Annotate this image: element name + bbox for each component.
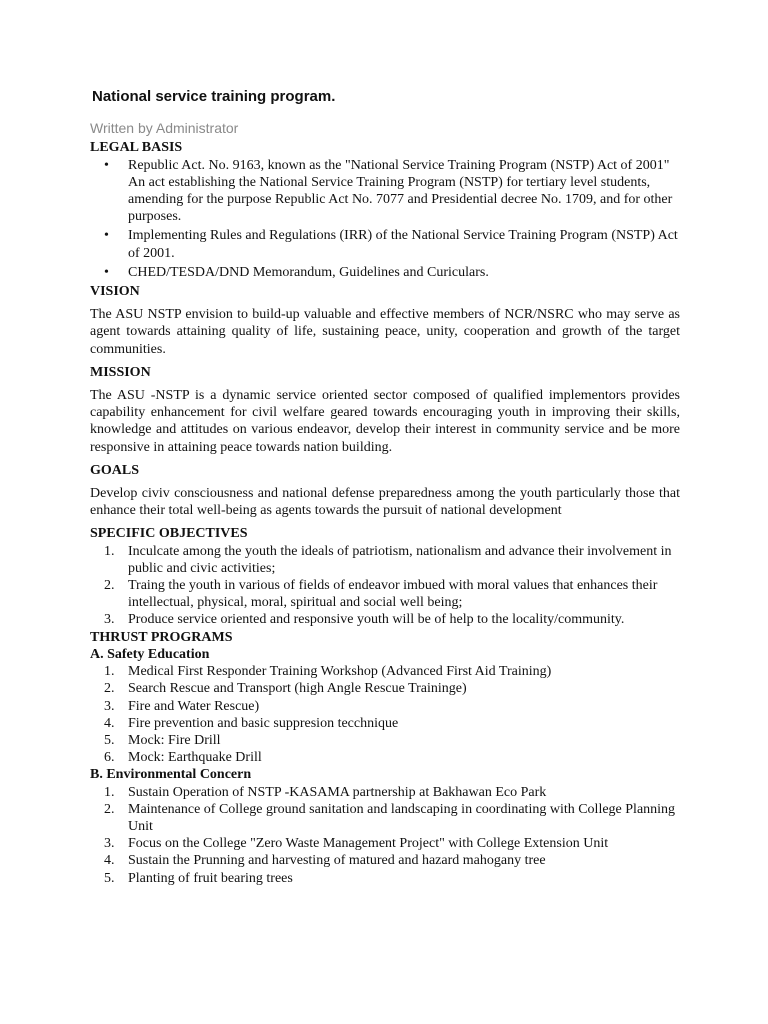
environmental-concern-heading: B. Environmental Concern xyxy=(90,767,252,783)
list-item: 6. Mock: Earthquake Drill xyxy=(104,750,262,766)
thrust-heading: THRUST PROGRAMS xyxy=(90,629,233,645)
legal-basis-list xyxy=(90,157,680,281)
list-item: • Republic Act. No. 9163, known as the "National Service Training Program (NSTP) Act of 2001" An act establishing the National Service Training Program (NSTP) for tertiary level students, amending for the purpose Republic Act No. 7077 and Presidential decree No. 1709, and for other purposes. xyxy=(104,157,673,225)
bullet-icon: • xyxy=(104,157,109,173)
list-item: 3. Fire and Water Rescue) xyxy=(104,698,260,714)
list-item: 4. Fire prevention and basic suppresion tecchnique xyxy=(104,715,399,731)
goals-text: Develop civiv consciousness and national defense preparedness among the youth particularly those that enhance their total well-being as agents towards the pursuit of national development xyxy=(90,486,680,519)
objectives-list xyxy=(90,543,680,629)
list-item: • Implementing Rules and Regulations (IRR) of the National Service Training Program (NSTP) Act of 2001. xyxy=(104,228,678,261)
safety-education-heading: A. Safety Education xyxy=(90,646,210,662)
list-item: 4. Sustain the Prunning and harvesting of matured and hazard mahogany tree xyxy=(104,853,546,869)
list-item: 1. Inculcate among the youth the ideals of patriotism, nationalism and advance their involvement in public and civic activities; xyxy=(104,543,672,576)
mission-heading: MISSION xyxy=(90,364,151,380)
bullet-icon: • xyxy=(104,264,109,280)
vision-heading: VISION xyxy=(90,284,140,300)
list-item: 2. Traing the youth in various of fields of endeavor imbued with moral values that enhances their intellectual, physical, moral, spiritual and social well being; xyxy=(104,578,658,611)
safety-education-list xyxy=(90,663,680,766)
list-item: 1. Medical First Responder Training Workshop (Advanced First Aid Training) xyxy=(104,664,552,680)
list-item: 2. Search Rescue and Transport (high Angle Rescue Traininge) xyxy=(104,681,467,697)
author-line: Written by Administrator xyxy=(90,120,239,137)
document-body xyxy=(90,88,680,887)
objectives-heading: SPECIFIC OBJECTIVES xyxy=(90,526,248,542)
list-item: 2. Maintenance of College ground sanitation and landscaping in coordinating with College Planning Unit xyxy=(104,801,676,834)
mission-text: The ASU -NSTP is a dynamic service oriented sector composed of qualified implementors provides capability enhancement for civil welfare geared towards encouraging youth in improving their skills, knowledge and attitudes on various endeavor, develop their interest in community service and be more responsive in attaining peace towards nation building. xyxy=(90,388,680,455)
bullet-icon: • xyxy=(104,228,109,244)
page-title: National service training program. xyxy=(92,88,336,105)
list-item: 1. Sustain Operation of NSTP -KASAMA partnership at Bakhawan Eco Park xyxy=(104,784,547,800)
list-item: 5. Mock: Fire Drill xyxy=(104,732,221,748)
vision-text: The ASU NSTP envision to build-up valuable and effective members of NCR/NSRC who may serve as agent towards attaining quality of life, sustaining peace, unity, cooperation and growth of the target communities. xyxy=(90,307,680,357)
list-item: • CHED/TESDA/DND Memorandum, Guidelines and Curiculars. xyxy=(104,264,489,280)
goals-heading: GOALS xyxy=(90,462,140,478)
list-item: 3. Produce service oriented and responsive youth will be of help to the locality/community. xyxy=(104,612,625,628)
list-item: 5. Planting of fruit bearing trees xyxy=(104,870,293,886)
list-item: 3. Focus on the College "Zero Waste Management Project" with College Extension Unit xyxy=(104,836,609,852)
environmental-concern-list xyxy=(90,784,680,887)
legal-basis-heading: LEGAL BASIS xyxy=(90,140,183,156)
